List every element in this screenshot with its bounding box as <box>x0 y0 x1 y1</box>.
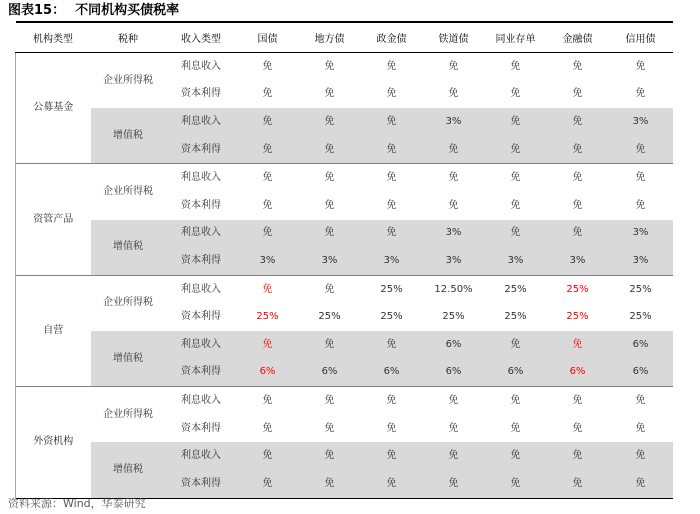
value-cell: 免 <box>609 53 673 81</box>
value-cell: 25% <box>423 303 485 331</box>
value-cell: 免 <box>423 53 485 81</box>
income-type-cell: 资本利得 <box>166 303 237 331</box>
value-cell: 6% <box>609 331 673 359</box>
table-row <box>16 275 673 303</box>
value-cell: 免 <box>299 275 361 303</box>
value-cell: 免 <box>485 192 547 220</box>
value-cell: 6% <box>609 359 673 387</box>
column-header-railway-bond: 铁道债 <box>423 22 485 53</box>
column-header-tax-type: 税种 <box>91 22 166 53</box>
value-cell: 免 <box>485 387 547 415</box>
value-cell: 12.50% <box>423 275 485 303</box>
column-header-financial-bond: 金融债 <box>547 22 609 53</box>
value-cell: 免 <box>237 192 299 220</box>
income-type-cell: 利息收入 <box>166 220 237 248</box>
column-header-treasury-bond: 国债 <box>237 22 299 53</box>
value-cell: 免 <box>299 192 361 220</box>
value-cell: 免 <box>609 387 673 415</box>
value-cell: 6% <box>423 359 485 387</box>
value-cell: 免 <box>485 331 547 359</box>
value-cell: 免 <box>237 331 299 359</box>
tax-type-cell: 企业所得税 <box>91 275 166 331</box>
value-cell: 25% <box>299 303 361 331</box>
figure-title <box>8 3 179 19</box>
value-cell: 免 <box>237 470 299 498</box>
value-cell: 免 <box>547 136 609 164</box>
value-cell: 免 <box>423 81 485 109</box>
value-cell: 25% <box>361 275 423 303</box>
value-cell: 免 <box>299 164 361 192</box>
institution-cell: 公募基金 <box>16 53 91 164</box>
table-row <box>16 331 673 359</box>
value-cell: 免 <box>609 415 673 443</box>
value-cell: 免 <box>423 164 485 192</box>
column-header-income-type: 收入类型 <box>166 22 237 53</box>
value-cell: 免 <box>361 192 423 220</box>
value-cell: 免 <box>361 53 423 81</box>
value-cell: 免 <box>547 470 609 498</box>
value-cell: 25% <box>485 275 547 303</box>
column-header-credit-bond: 信用债 <box>609 22 673 53</box>
value-cell: 免 <box>485 220 547 248</box>
value-cell: 免 <box>485 81 547 109</box>
value-cell: 免 <box>423 470 485 498</box>
value-cell: 免 <box>237 442 299 470</box>
value-cell: 25% <box>547 275 609 303</box>
value-cell: 免 <box>547 415 609 443</box>
tax-rate-table <box>15 21 673 499</box>
column-header-local-gov-bond: 地方债 <box>299 22 361 53</box>
table-row <box>16 387 673 415</box>
value-cell: 免 <box>609 136 673 164</box>
value-cell: 免 <box>299 442 361 470</box>
value-cell: 免 <box>609 81 673 109</box>
value-cell: 免 <box>485 442 547 470</box>
value-cell: 免 <box>423 136 485 164</box>
income-type-cell: 利息收入 <box>166 53 237 81</box>
source-note: 资料来源：Wind，华泰研究 <box>8 497 146 510</box>
value-cell: 6% <box>361 359 423 387</box>
table-row <box>16 220 673 248</box>
value-cell: 免 <box>485 53 547 81</box>
table-row <box>16 442 673 470</box>
value-cell: 3% <box>609 247 673 275</box>
income-type-cell: 利息收入 <box>166 387 237 415</box>
income-type-cell: 资本利得 <box>166 81 237 109</box>
income-type-cell: 资本利得 <box>166 136 237 164</box>
tax-type-cell: 企业所得税 <box>91 387 166 443</box>
value-cell: 免 <box>547 220 609 248</box>
institution-cell: 外资机构 <box>16 387 91 498</box>
tax-type-cell: 增值税 <box>91 220 166 276</box>
income-type-cell: 资本利得 <box>166 415 237 443</box>
tax-type-cell: 企业所得税 <box>91 164 166 220</box>
income-type-cell: 利息收入 <box>166 442 237 470</box>
value-cell: 免 <box>361 387 423 415</box>
value-cell: 6% <box>547 359 609 387</box>
value-cell: 免 <box>485 470 547 498</box>
value-cell: 免 <box>299 220 361 248</box>
institution-cell: 资管产品 <box>16 164 91 275</box>
value-cell: 免 <box>299 387 361 415</box>
column-header-policy-bank-bond: 政金债 <box>361 22 423 53</box>
tax-type-cell: 增值税 <box>91 108 166 164</box>
value-cell: 免 <box>361 470 423 498</box>
value-cell: 6% <box>485 359 547 387</box>
value-cell: 免 <box>361 220 423 248</box>
income-type-cell: 利息收入 <box>166 164 237 192</box>
institution-cell: 自营 <box>16 275 91 386</box>
value-cell: 免 <box>299 415 361 443</box>
value-cell: 免 <box>547 442 609 470</box>
tax-type-cell: 增值税 <box>91 331 166 387</box>
value-cell: 免 <box>423 415 485 443</box>
value-cell: 免 <box>237 81 299 109</box>
value-cell: 免 <box>237 275 299 303</box>
value-cell: 免 <box>485 164 547 192</box>
value-cell: 免 <box>299 108 361 136</box>
value-cell: 免 <box>485 108 547 136</box>
value-cell: 免 <box>609 164 673 192</box>
value-cell: 免 <box>237 108 299 136</box>
value-cell: 3% <box>361 247 423 275</box>
value-cell: 免 <box>547 164 609 192</box>
value-cell: 25% <box>547 303 609 331</box>
income-type-cell: 资本利得 <box>166 470 237 498</box>
value-cell: 免 <box>361 331 423 359</box>
value-cell: 免 <box>547 108 609 136</box>
value-cell: 免 <box>485 136 547 164</box>
value-cell: 3% <box>485 247 547 275</box>
value-cell: 25% <box>361 303 423 331</box>
value-cell: 3% <box>423 247 485 275</box>
value-cell: 免 <box>547 192 609 220</box>
value-cell: 3% <box>237 247 299 275</box>
tax-type-cell: 企业所得税 <box>91 53 166 109</box>
value-cell: 免 <box>423 442 485 470</box>
value-cell: 25% <box>485 303 547 331</box>
income-type-cell: 资本利得 <box>166 359 237 387</box>
value-cell: 6% <box>423 331 485 359</box>
value-cell: 免 <box>237 220 299 248</box>
tax-type-cell: 增值税 <box>91 442 166 498</box>
value-cell: 免 <box>361 81 423 109</box>
value-cell: 免 <box>361 136 423 164</box>
figure-label: 图表15： <box>8 3 66 18</box>
table-row <box>16 164 673 192</box>
value-cell: 免 <box>609 192 673 220</box>
value-cell: 免 <box>547 81 609 109</box>
value-cell: 3% <box>423 220 485 248</box>
value-cell: 免 <box>237 53 299 81</box>
figure-title-text: 不同机构买债税率 <box>75 3 180 18</box>
value-cell: 免 <box>299 470 361 498</box>
value-cell: 免 <box>423 192 485 220</box>
value-cell: 免 <box>299 331 361 359</box>
table-body <box>16 53 673 499</box>
value-cell: 免 <box>485 415 547 443</box>
value-cell: 25% <box>237 303 299 331</box>
income-type-cell: 利息收入 <box>166 108 237 136</box>
value-cell: 免 <box>361 415 423 443</box>
value-cell: 3% <box>609 108 673 136</box>
income-type-cell: 资本利得 <box>166 247 237 275</box>
value-cell: 25% <box>609 303 673 331</box>
value-cell: 免 <box>361 108 423 136</box>
value-cell: 免 <box>299 53 361 81</box>
value-cell: 25% <box>609 275 673 303</box>
value-cell: 3% <box>423 108 485 136</box>
table-row <box>16 53 673 81</box>
income-type-cell: 资本利得 <box>166 192 237 220</box>
table-row <box>16 108 673 136</box>
value-cell: 3% <box>547 247 609 275</box>
income-type-cell: 利息收入 <box>166 275 237 303</box>
value-cell: 免 <box>299 81 361 109</box>
value-cell: 免 <box>237 415 299 443</box>
value-cell: 免 <box>237 164 299 192</box>
value-cell: 免 <box>609 442 673 470</box>
value-cell: 免 <box>237 387 299 415</box>
value-cell: 免 <box>547 331 609 359</box>
income-type-cell: 利息收入 <box>166 331 237 359</box>
value-cell: 免 <box>547 53 609 81</box>
value-cell: 免 <box>299 136 361 164</box>
value-cell: 免 <box>423 387 485 415</box>
value-cell: 免 <box>361 164 423 192</box>
value-cell: 免 <box>609 470 673 498</box>
value-cell: 免 <box>547 387 609 415</box>
value-cell: 免 <box>361 442 423 470</box>
value-cell: 免 <box>237 136 299 164</box>
value-cell: 3% <box>299 247 361 275</box>
column-header-institution-type: 机构类型 <box>16 22 91 53</box>
value-cell: 6% <box>299 359 361 387</box>
header-row <box>16 22 673 53</box>
value-cell: 6% <box>237 359 299 387</box>
column-header-ncd: 同业存单 <box>485 22 547 53</box>
value-cell: 3% <box>609 220 673 248</box>
